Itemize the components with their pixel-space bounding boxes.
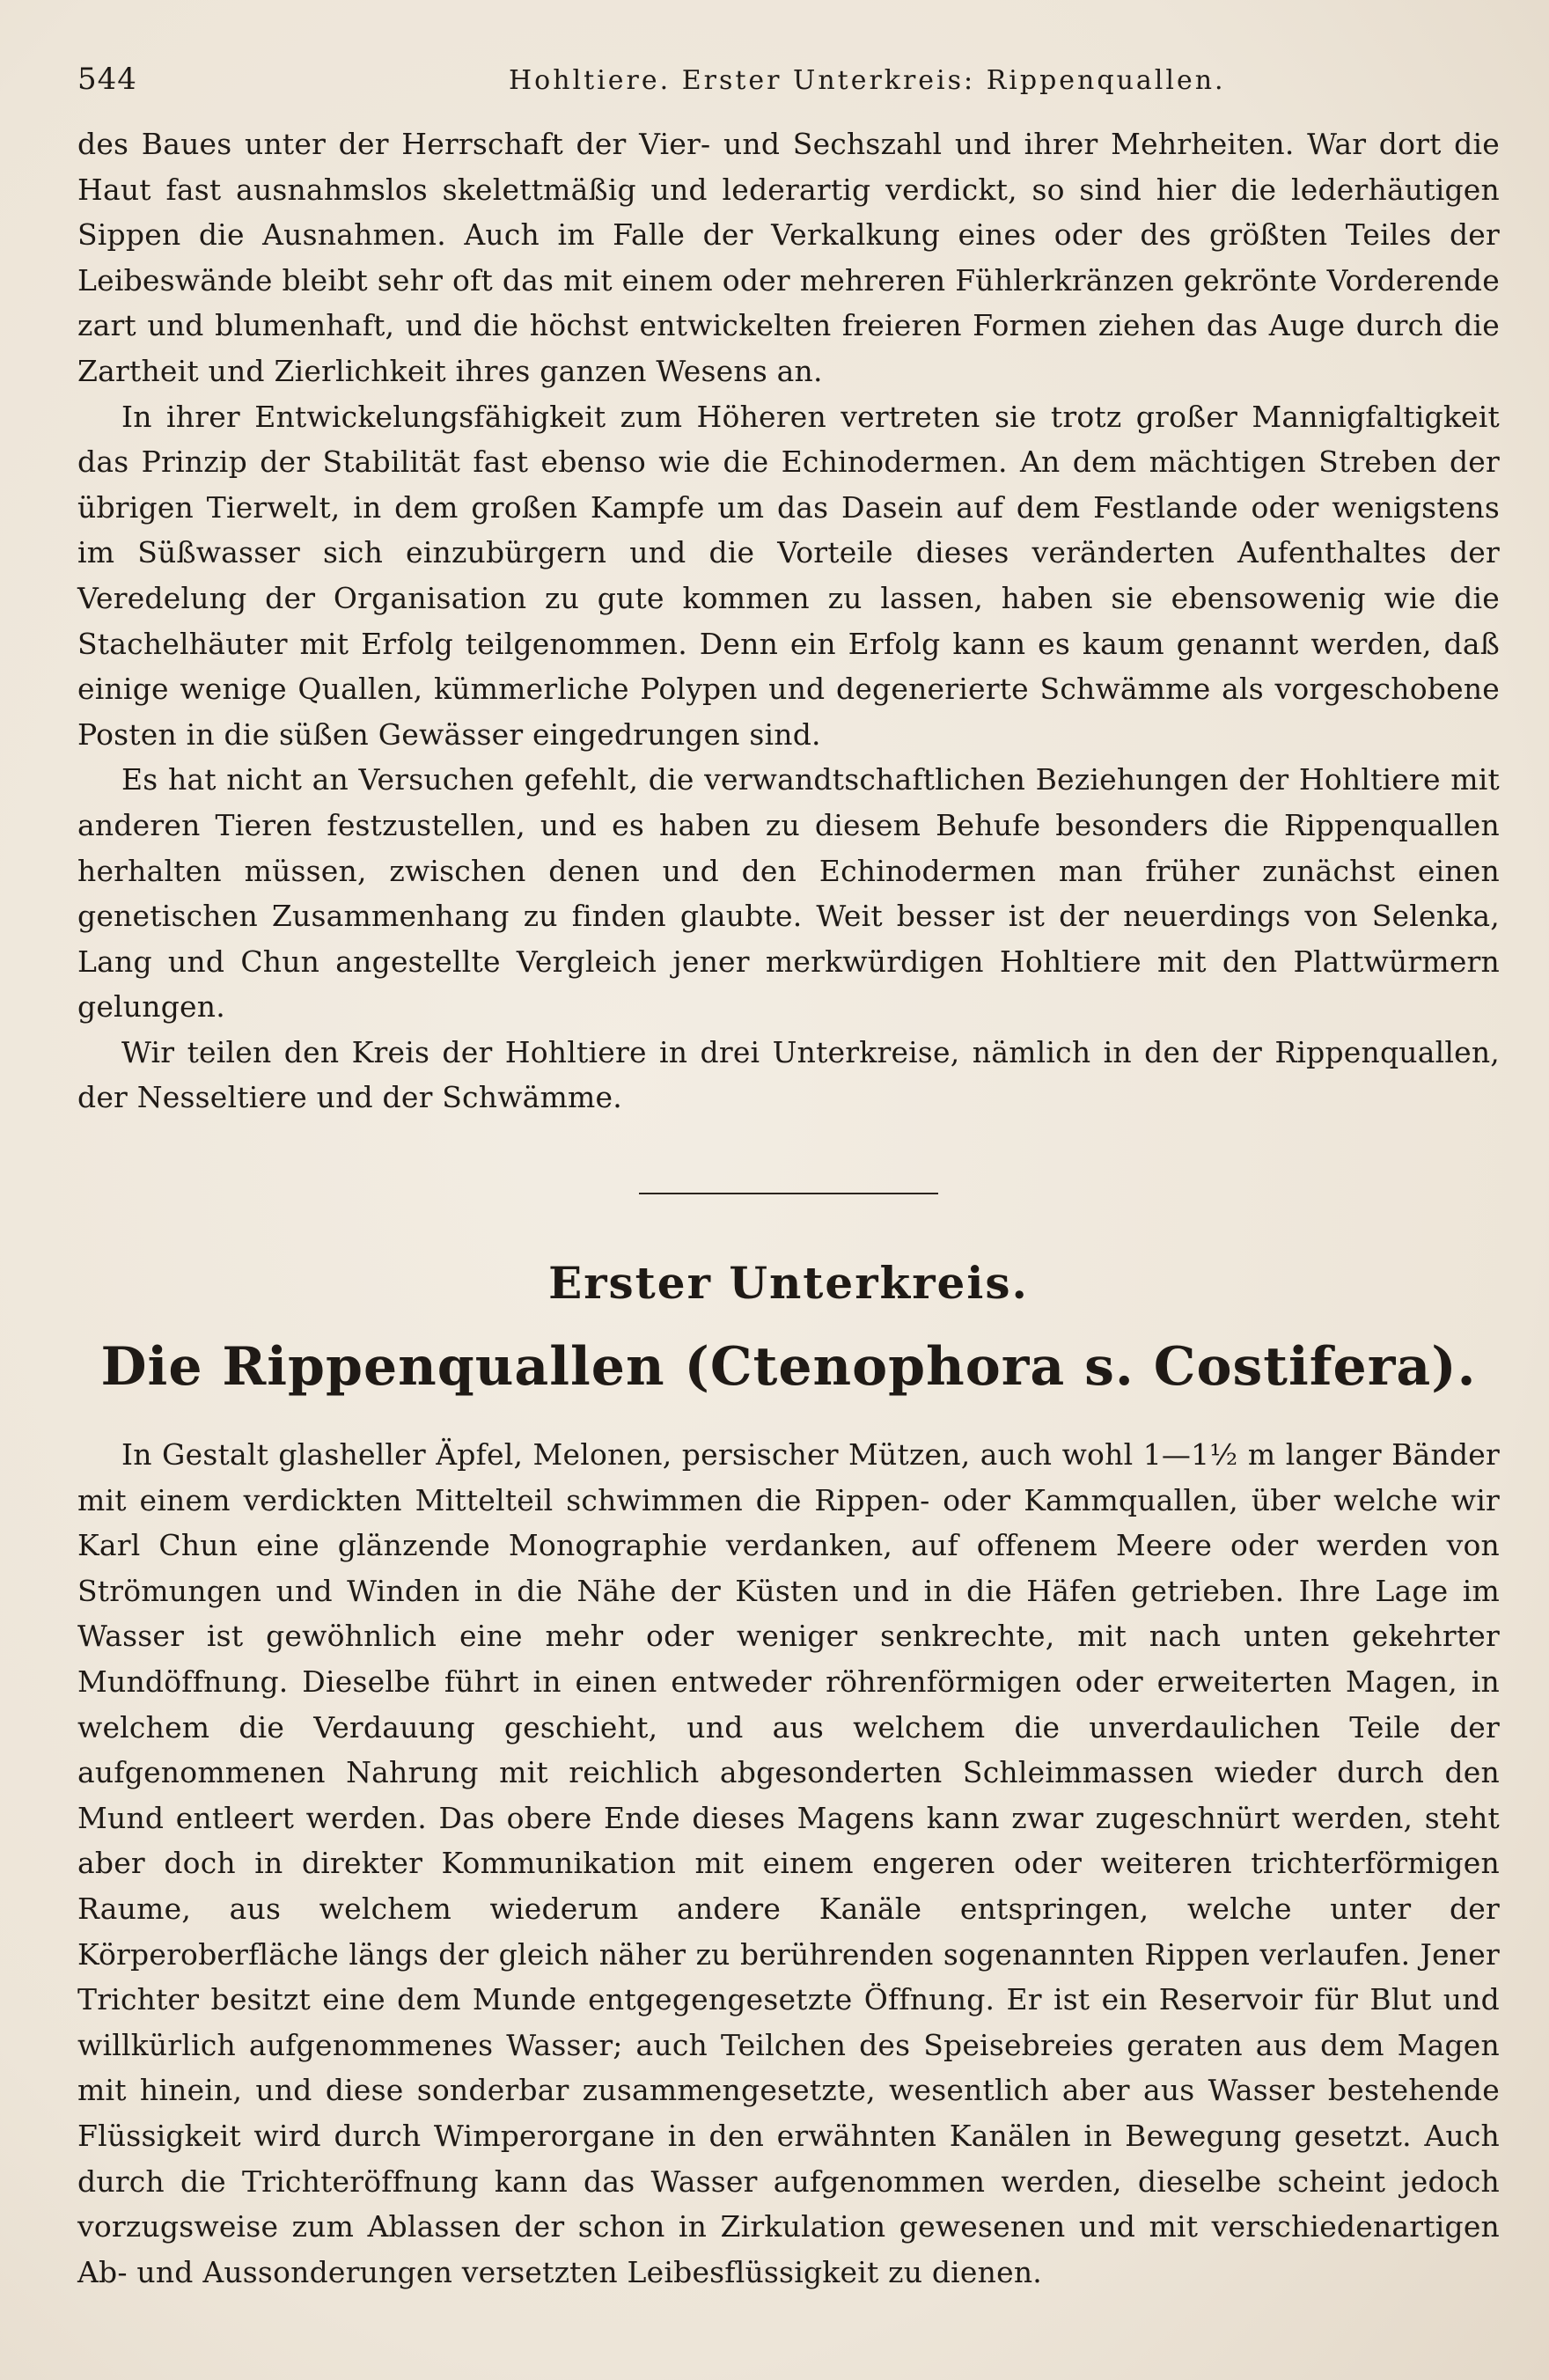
intro-text <box>77 121 1500 1120</box>
paragraph: Es hat nicht an Versuchen gefehlt, die verwandtschaftlichen Beziehungen der Hohltiere mit anderen Tieren festzustellen, und es haben zu diesem Behufe besonders die Rippenquallen herhalten müssen, zwischen denen und den Echinodermen man früher zunächst einen genetischen Zusammenhang zu finden glaubte. Weit besser ist der neuerdings von Selenka, Lang und Chun angestellte Vergleich jener merkwürdigen Hohltiere mit den Plattwürmern gelungen. <box>77 762 1500 1025</box>
page-number: 544 <box>77 62 137 97</box>
running-head <box>77 62 1500 97</box>
paragraph: Wir teilen den Kreis der Hohltiere in drei Unterkreise, nämlich in den der Rippenquallen, der Nesseltiere und der Schwämme. <box>77 1034 1500 1115</box>
paragraph: In Gestalt glasheller Äpfel, Melonen, persischer Mützen, auch wohl 1—1½ m langer Bänder mit einem verdickten Mittelteil schwimmen die Rippen- oder Kammquallen, über welche wir Karl Chun eine glänzende Monographie verdanken, auf offenem Meere oder werden von Strömungen und Winden in die Nähe der Küsten und in die Häfen getrieben. Ihre Lage im Wasser ist gewöhnlich eine mehr oder weniger senkrechte, mit nach unten gekehrter Mundöffnung. Dieselbe führt in einen entweder röhrenförmigen oder erweiterten Magen, in welchem die Verdauung geschieht, und aus welchem die unverdaulichen Teile der aufgenommenen Nahrung mit reichlich abgesonderten Schleimmassen wieder durch den Mund entleert werden. Das obere Ende dieses Magens kann zwar zugeschnürt werden, steht aber doch in direkter Kommunikation mit einem engeren oder weiteren trichterförmigen Raume, aus welchem wiederum andere Kanäle entspringen, welche unter der Körperoberfläche längs der gleich näher zu berührenden sogenannten Rippen verlaufen. Jener Trichter besitzt eine dem Munde entgegengesetzte Öffnung. Er ist ein Reservoir für Blut und willkürlich aufgenommenes Wasser; auch Teilchen des Speisebreies geraten aus dem Magen mit hinein, und diese sonderbar zusammengesetzte, wesentlich aber aus Wasser bestehende Flüssigkeit wird durch Wimperorgane in den erwähnten Kanälen in Bewegung gesetzt. Auch durch die Trichteröffnung kann das Wasser aufgenommen werden, dieselbe scheint jedoch vorzugsweise zum Ablassen der schon in Zirkulation gewesenen und mit verschiedenartigen Ab- und Aussonderungen versetzten Leibesflüssigkeit zu dienen. <box>77 1437 1500 2289</box>
section-heading-german: Die Rippenquallen <box>100 1336 665 1399</box>
section-heading-latin: (Ctenophora s. Costifera). <box>684 1336 1477 1399</box>
subdivision-heading: Erster Unterkreis. <box>548 1257 1029 1310</box>
section-divider <box>639 1193 938 1194</box>
body-text <box>77 1432 1500 2295</box>
section-heading <box>77 1332 1500 1402</box>
running-title: Hohltiere. Erster Unterkreis: Rippenquallen. <box>509 65 1226 96</box>
paragraph: In ihrer Entwickelungsfähigkeit zum Höheren vertreten sie trotz großer Mannigfaltigkeit das Prinzip der Stabilität fast ebenso wie die Echinodermen. An dem mächtigen Streben der übrigen Tierwelt, in dem großen Kampfe um das Dasein auf dem Festlande oder wenigstens im Süßwasser sich einzubürgern und die Vorteile dieses veränderten Aufenthaltes der Veredelung der Organisation zu gute kommen zu lassen, haben sie ebensowenig wie die Stachelhäuter mit Erfolg teilgenommen. Denn ein Erfolg kann es kaum genannt werden, daß einige wenige Quallen, kümmerliche Polypen und degenerierte Schwämme als vorgeschobene Posten in die süßen Gewässer eingedrungen sind. <box>77 399 1500 752</box>
paragraph: des Baues unter der Herrschaft der Vier- und Sechszahl und ihrer Mehrheiten. War dort die Haut fast ausnahmslos skelettmäßig und lederartig verdickt, so sind hier die lederhäutigen Sippen die Ausnahmen. Auch im Falle der Verkalkung eines oder des größten Teiles der Leibeswände bleibt sehr oft das mit einem oder mehreren Fühlerkränzen gekrönte Vorderende zart und blumenhaft, und die höchst entwickelten freieren Formen ziehen das Auge durch die Zartheit und Zierlichkeit ihres ganzen Wesens an. <box>77 127 1500 388</box>
